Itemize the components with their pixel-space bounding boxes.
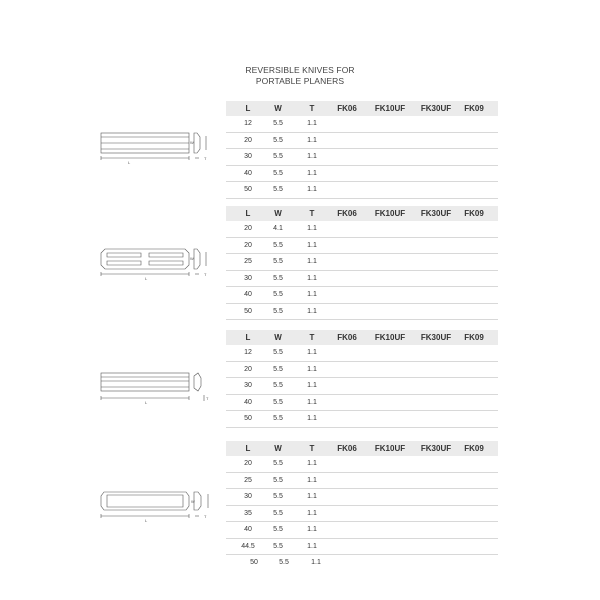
- cell-length: 30: [244, 493, 252, 500]
- title-line-2: PORTABLE PLANERS: [255, 76, 345, 86]
- cell-length: 40: [244, 291, 252, 298]
- cell-length: 30: [244, 153, 252, 160]
- cell-thickness: 1.1: [307, 526, 317, 533]
- cell-width: 5.5: [273, 307, 283, 315]
- table-row: [226, 506, 498, 523]
- table-row: [226, 345, 498, 362]
- cell-thickness: 1.1: [307, 241, 317, 249]
- col-header-fk10uf: FK10UF: [374, 444, 406, 453]
- cell-thickness: 1.1: [307, 509, 317, 517]
- col-header-fk09: FK09: [464, 333, 484, 342]
- col-header-t: T: [309, 104, 315, 113]
- col-header-t: T: [309, 333, 315, 342]
- cell-width: 5.5: [273, 365, 283, 373]
- table-row: [226, 238, 498, 255]
- col-header-w: W: [274, 444, 282, 453]
- knife-drawing-notched: [98, 244, 218, 284]
- table-row: [226, 287, 498, 304]
- col-header-w: W: [274, 209, 282, 218]
- col-header-l: L: [245, 333, 251, 342]
- cell-width: 5.5: [273, 153, 283, 160]
- table-row: [226, 166, 498, 183]
- catalog-title: [215, 65, 385, 87]
- col-header-fk06: FK06: [337, 104, 357, 113]
- table-row: [226, 271, 498, 288]
- knife-table-4: [226, 441, 498, 571]
- cell-width: 5.5: [273, 460, 283, 467]
- table-row: [226, 456, 498, 473]
- cell-length: 40: [244, 169, 252, 177]
- title-line-1: REVERSIBLE KNIVES FOR: [245, 65, 355, 75]
- cell-length: 25: [244, 476, 252, 484]
- col-header-fk06: FK06: [337, 333, 357, 342]
- cell-thickness: 1.1: [307, 153, 317, 160]
- cell-thickness: 1.1: [311, 559, 321, 566]
- cell-thickness: 1.1: [307, 307, 317, 315]
- dim-label-t: T: [204, 272, 207, 277]
- dim-label-w: W: [191, 499, 195, 504]
- col-header-fk10uf: FK10UF: [374, 209, 406, 218]
- cell-thickness: 1.1: [307, 542, 317, 550]
- cell-thickness: 1.1: [307, 349, 317, 356]
- knife-table-2: [226, 206, 498, 320]
- cell-width: 5.5: [279, 559, 289, 566]
- col-header-w: W: [274, 333, 282, 342]
- cell-length: 30: [244, 274, 252, 282]
- dim-label-l: L: [128, 160, 131, 165]
- table-row: [226, 221, 498, 238]
- cell-length: 12: [244, 120, 252, 127]
- knife-drawing-grooved: [98, 368, 218, 408]
- col-header-t: T: [309, 209, 315, 218]
- col-header-w: W: [274, 104, 282, 113]
- cell-thickness: 1.1: [307, 382, 317, 389]
- col-header-fk09: FK09: [464, 209, 484, 218]
- cell-length: 20: [244, 136, 252, 144]
- col-header-l: L: [245, 444, 251, 453]
- table-row: [226, 473, 498, 490]
- cell-thickness: 1.1: [307, 415, 317, 422]
- col-header-fk30uf: FK30UF: [420, 444, 452, 453]
- table-row: [226, 362, 498, 379]
- cell-length: 20: [244, 225, 252, 232]
- table-header: [226, 101, 498, 116]
- cell-width: 5.5: [273, 241, 283, 249]
- cell-width: 5.5: [273, 493, 283, 500]
- col-header-fk10uf: FK10UF: [374, 104, 406, 113]
- knife-table-3: [226, 330, 498, 428]
- dim-label-t: T: [204, 156, 207, 161]
- cell-width: 5.5: [273, 415, 283, 422]
- col-header-t: T: [309, 444, 315, 453]
- cell-length: 12: [244, 349, 252, 356]
- cell-length: 25: [244, 258, 252, 265]
- col-header-fk10uf: FK10UF: [374, 333, 406, 342]
- knife-drawing-plain: [98, 128, 218, 168]
- table-row: [226, 395, 498, 412]
- cell-width: 5.5: [273, 476, 283, 484]
- table-header: [226, 206, 498, 221]
- cell-length: 30: [244, 382, 252, 389]
- table-row: [226, 254, 498, 271]
- cell-thickness: 1.1: [307, 258, 317, 265]
- cell-length: 40: [244, 526, 252, 533]
- dim-label-l: L: [145, 400, 148, 405]
- cell-length: 50: [250, 559, 258, 566]
- table-row: [226, 378, 498, 395]
- table-row: [226, 116, 498, 133]
- cell-thickness: 1.1: [307, 169, 317, 177]
- cell-width: 5.5: [273, 398, 283, 406]
- col-header-l: L: [245, 209, 251, 218]
- cell-length: 50: [244, 186, 252, 193]
- cell-width: 5.5: [273, 169, 283, 177]
- cell-thickness: 1.1: [307, 365, 317, 373]
- cell-thickness: 1.1: [307, 398, 317, 406]
- cell-thickness: 1.1: [307, 225, 317, 232]
- cell-length: 44.5: [241, 542, 255, 550]
- dim-label-w: W: [190, 256, 194, 261]
- dim-label-t: T: [204, 514, 207, 519]
- cell-width: 5.5: [273, 120, 283, 127]
- cell-length: 20: [244, 241, 252, 249]
- cell-thickness: 1.1: [307, 460, 317, 467]
- dim-label-t: T: [206, 396, 209, 401]
- cell-length: 20: [244, 365, 252, 373]
- knife-drawing-bevel: [98, 486, 218, 526]
- table-row: [226, 182, 498, 199]
- dim-label-l: L: [145, 276, 148, 281]
- table-row: [226, 489, 498, 506]
- table-header: [226, 441, 498, 456]
- cell-width: 5.5: [273, 291, 283, 298]
- cell-width: 5.5: [273, 258, 283, 265]
- col-header-fk06: FK06: [337, 209, 357, 218]
- col-header-fk30uf: FK30UF: [420, 104, 452, 113]
- cell-width: 5.5: [273, 526, 283, 533]
- knife-table-1: [226, 101, 498, 199]
- table-row: [226, 522, 498, 539]
- cell-width: 5.5: [273, 542, 283, 550]
- cell-length: 50: [244, 415, 252, 422]
- table-header: [226, 330, 498, 345]
- col-header-fk09: FK09: [464, 444, 484, 453]
- cell-width: 5.5: [273, 509, 283, 517]
- cell-length: 50: [244, 307, 252, 315]
- cell-length: 35: [244, 509, 252, 517]
- col-header-fk30uf: FK30UF: [420, 209, 452, 218]
- col-header-l: L: [245, 104, 251, 113]
- table-row: [226, 133, 498, 150]
- table-row: [226, 411, 498, 428]
- cell-thickness: 1.1: [307, 136, 317, 144]
- table-row: [226, 555, 498, 571]
- table-row: [226, 304, 498, 321]
- col-header-fk09: FK09: [464, 104, 484, 113]
- dim-label-w: W: [190, 140, 194, 145]
- cell-width: 5.5: [273, 136, 283, 144]
- table-row: [226, 149, 498, 166]
- cell-width: 4.1: [273, 225, 283, 232]
- cell-thickness: 1.1: [307, 493, 317, 500]
- col-header-fk06: FK06: [337, 444, 357, 453]
- cell-thickness: 1.1: [307, 186, 317, 193]
- cell-width: 5.5: [273, 349, 283, 356]
- cell-thickness: 1.1: [307, 476, 317, 484]
- cell-thickness: 1.1: [307, 274, 317, 282]
- cell-thickness: 1.1: [307, 291, 317, 298]
- cell-length: 20: [244, 460, 252, 467]
- cell-length: 40: [244, 398, 252, 406]
- dim-label-l: L: [145, 518, 148, 523]
- table-row: [226, 539, 498, 556]
- cell-width: 5.5: [273, 382, 283, 389]
- cell-width: 5.5: [273, 274, 283, 282]
- cell-thickness: 1.1: [307, 120, 317, 127]
- col-header-fk30uf: FK30UF: [420, 333, 452, 342]
- cell-width: 5.5: [273, 186, 283, 193]
